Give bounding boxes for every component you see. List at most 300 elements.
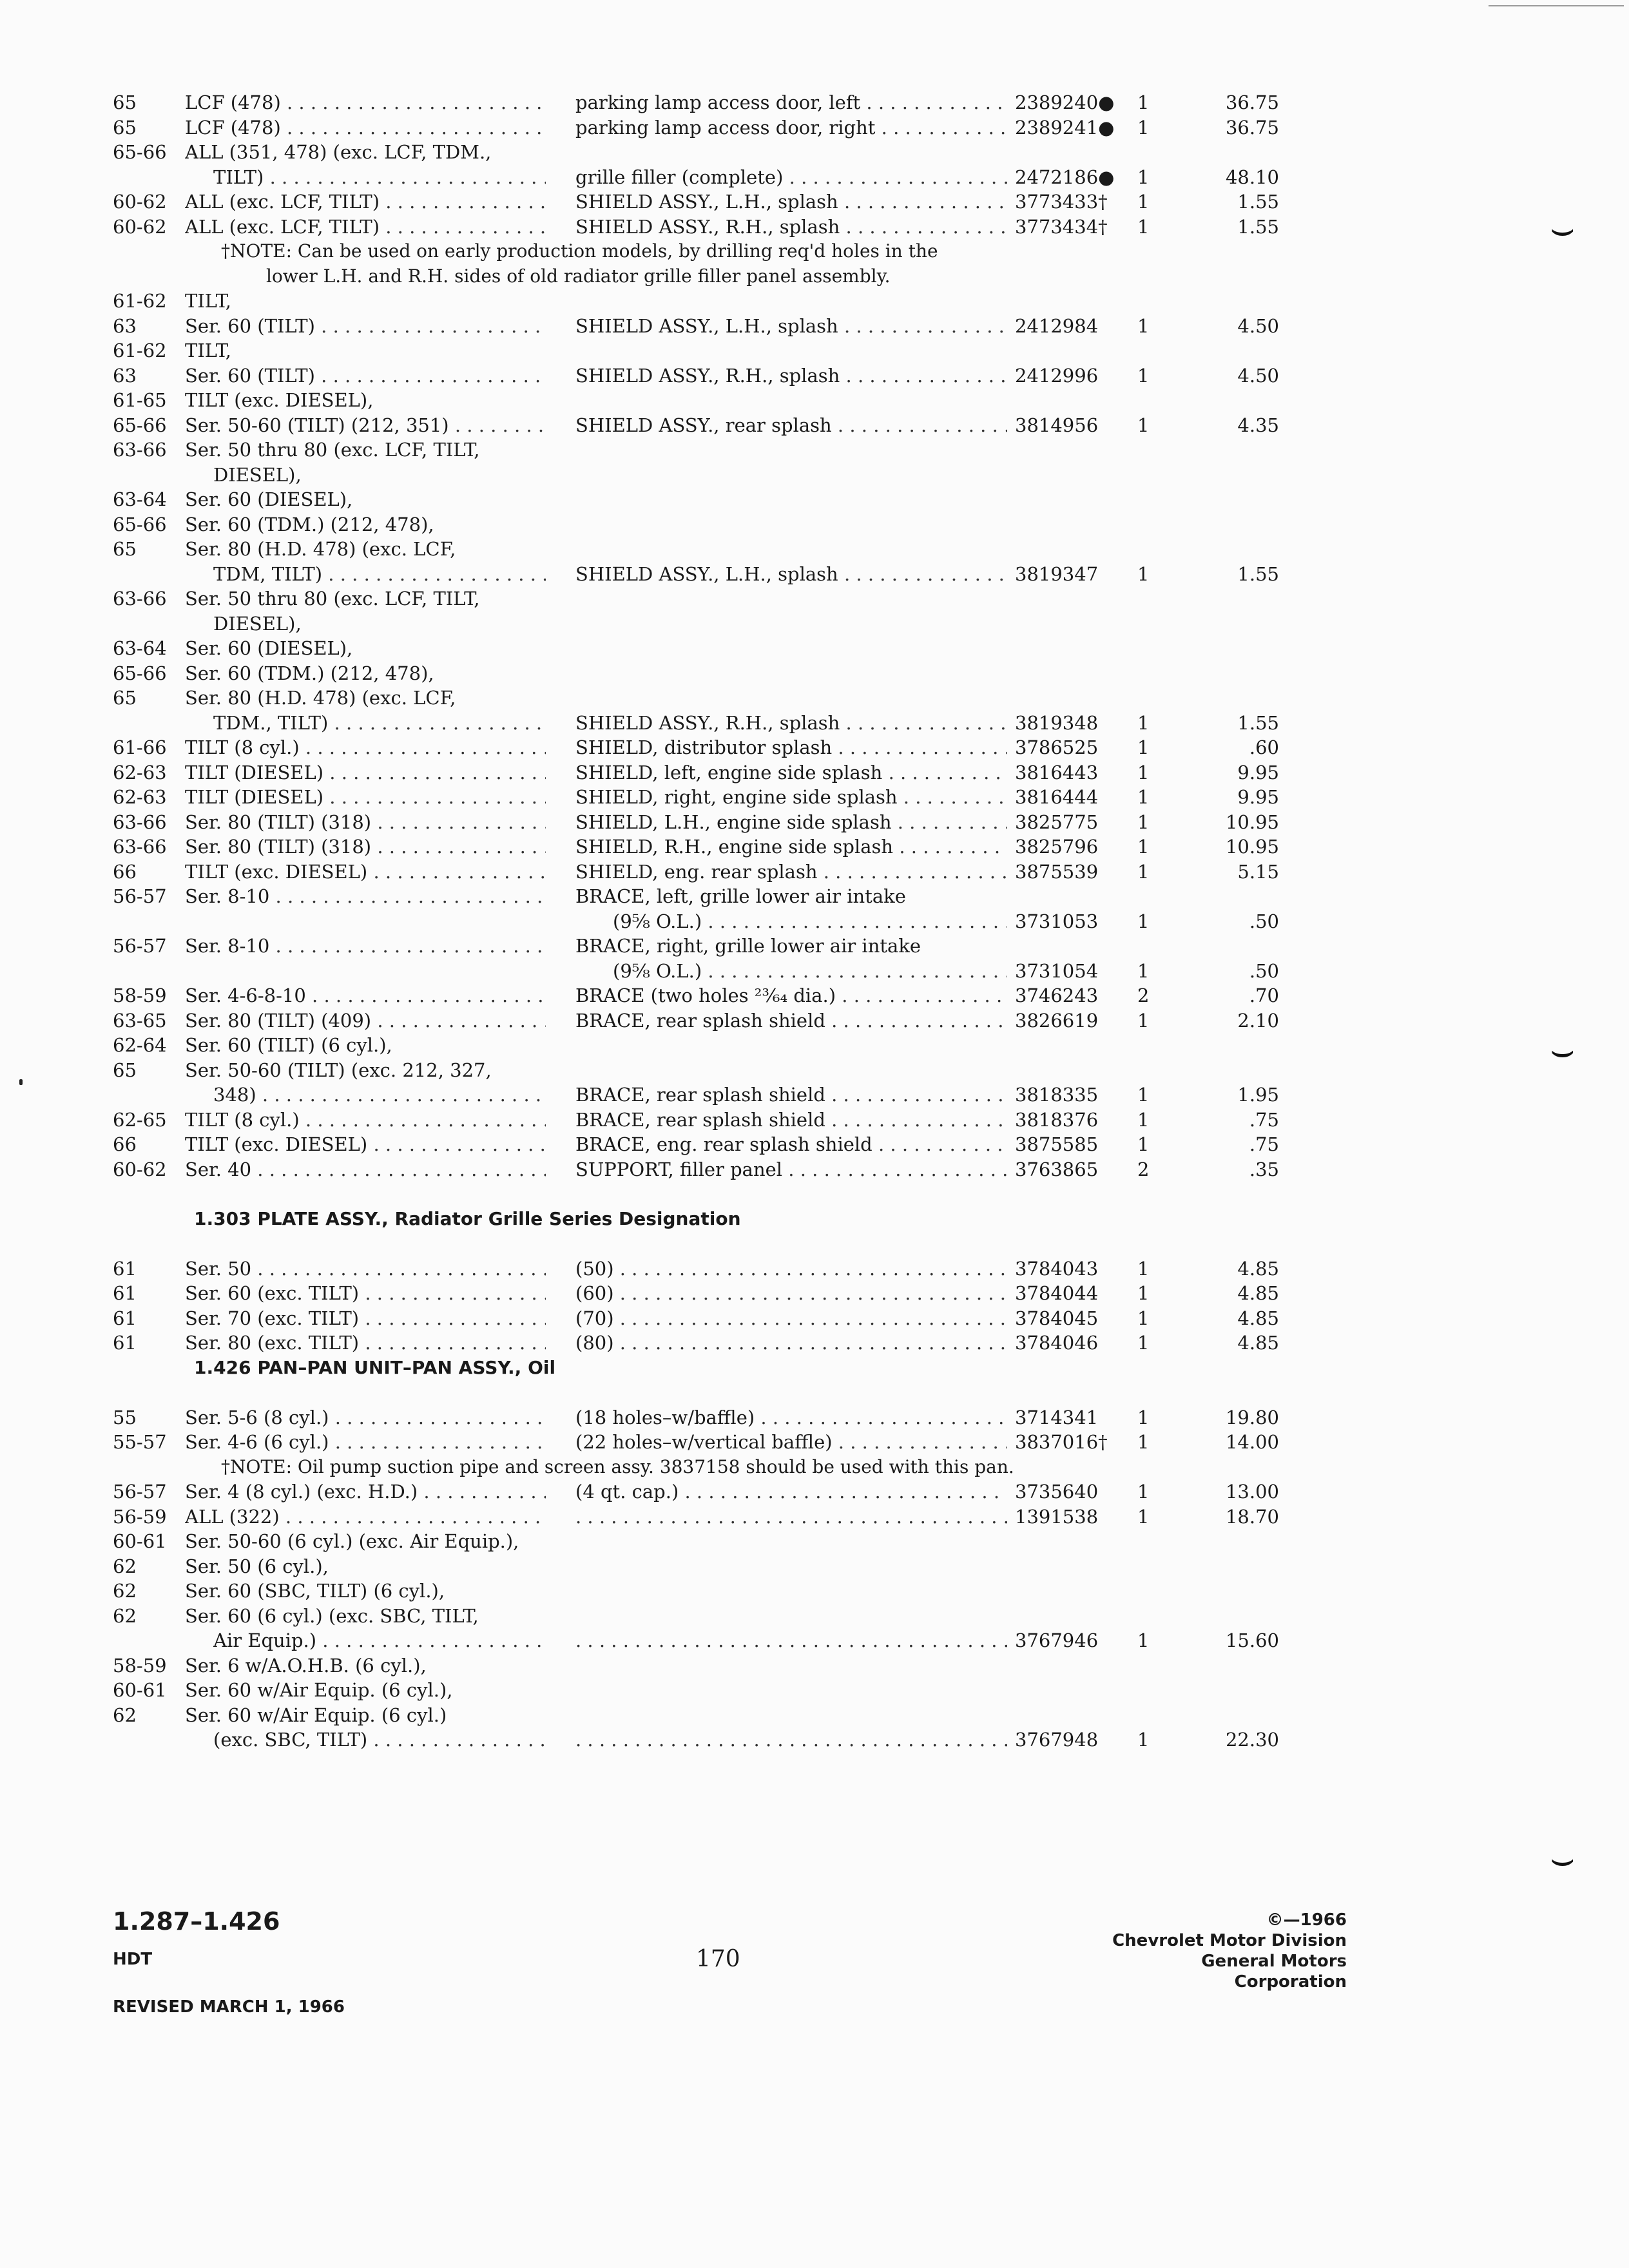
model-year: 61-62 (113, 290, 167, 312)
model-year: 56-57 (113, 885, 167, 907)
model-year: 55 (113, 1406, 137, 1428)
model-year: 65 (113, 687, 137, 709)
model-cell (185, 1579, 546, 1604)
price: 13.00 (1225, 1481, 1279, 1503)
table-row (113, 338, 1286, 363)
table-row (113, 115, 1286, 140)
part-number: 3819347 (1015, 562, 1099, 585)
price: 10.95 (1225, 836, 1279, 858)
part-number: 3784044 (1015, 1282, 1099, 1304)
model-year: 61-66 (113, 736, 167, 758)
description-cell (575, 165, 1007, 190)
quantity: 2 (1137, 985, 1150, 1006)
model-cell (185, 686, 546, 711)
part-number: 2412984 (1015, 314, 1099, 337)
table-row (113, 562, 1286, 587)
part-number: 3714341 (1015, 1406, 1099, 1428)
description-text: BRACE, eng. rear splash shield (575, 1133, 872, 1155)
model-cell (185, 1529, 546, 1554)
part-number: 3816444 (1015, 786, 1099, 808)
part-number: 3773433† (1015, 191, 1108, 213)
model-text: Ser. 50 thru 80 (exc. LCF, TILT, (185, 588, 480, 610)
table-row (113, 1058, 1286, 1083)
price: .75 (1249, 1108, 1279, 1131)
price: 18.70 (1225, 1505, 1279, 1528)
part-number: 3784045 (1015, 1307, 1099, 1329)
model-cell (185, 1157, 546, 1182)
model-year: 62 (113, 1704, 137, 1726)
model-year: 65-66 (113, 513, 167, 535)
quantity: 1 (1137, 1431, 1150, 1453)
description-cell (613, 909, 1007, 934)
table-row (113, 1727, 1286, 1753)
table-row (113, 363, 1286, 389)
description-cell (575, 1727, 1007, 1753)
price: 1.55 (1237, 215, 1279, 238)
table-row (113, 1281, 1286, 1306)
table-row (113, 636, 1286, 661)
price: 9.95 (1237, 786, 1279, 808)
model-year: 63-66 (113, 811, 167, 833)
table-row (113, 1430, 1286, 1455)
part-number: 3819348 (1015, 711, 1099, 734)
model-text: Ser. 60 (DIESEL), (185, 637, 353, 659)
price: .75 (1249, 1133, 1279, 1155)
description-cell (575, 1008, 1007, 1033)
model-cell (185, 537, 546, 562)
part-number: 2412996 (1015, 364, 1099, 387)
description-cell (575, 735, 1007, 760)
price: .60 (1249, 736, 1279, 758)
description-text: SHIELD, left, engine side splash (575, 761, 883, 783)
price: 22.30 (1225, 1729, 1279, 1751)
description-text: BRACE, left, grille lower air intake (575, 885, 906, 907)
model-cell (213, 463, 546, 488)
model-cell (185, 1678, 546, 1703)
note-text: †NOTE: Can be used on early production models, by drilling req'd holes in the (221, 240, 938, 262)
table-row (113, 1306, 1286, 1331)
part-number: 3814956 (1015, 414, 1099, 436)
price: 4.85 (1237, 1257, 1279, 1280)
model-year: 56-57 (113, 935, 167, 957)
model-year: 61-65 (113, 389, 167, 411)
price: 4.85 (1237, 1307, 1279, 1329)
description-text: (9⅝ O.L.) (613, 959, 702, 982)
quantity: 1 (1137, 215, 1150, 238)
description-text: BRACE, rear splash shield (575, 1009, 825, 1032)
part-number: 1391538 (1015, 1505, 1099, 1528)
quantity: 1 (1137, 1332, 1150, 1354)
description-text: BRACE (two holes ²³⁄₆₄ dia.) (575, 985, 836, 1006)
description-cell (575, 314, 1007, 339)
description-cell (575, 1108, 1007, 1133)
description-cell (575, 1430, 1007, 1455)
table-row (113, 189, 1286, 215)
description-cell (575, 1281, 1007, 1306)
description-cell (575, 1331, 1007, 1356)
table-row (113, 760, 1286, 785)
model-cell (185, 363, 546, 389)
description-text: parking lamp access door, right (575, 116, 876, 139)
model-text: Ser. 50 thru 80 (exc. LCF, TILT, (185, 439, 480, 461)
spacer (113, 1182, 1286, 1207)
description-text: SHIELD ASSY., L.H., splash (575, 191, 838, 213)
model-text: Ser. 80 (H.D. 478) (exc. LCF, (185, 687, 456, 709)
description-cell (575, 1479, 1007, 1504)
description-cell (575, 760, 1007, 785)
model-year: 63-64 (113, 637, 167, 659)
table-row (113, 1604, 1286, 1629)
model-year: 66 (113, 860, 137, 883)
model-year: 62-63 (113, 761, 167, 783)
model-cell (185, 661, 546, 686)
quantity: 1 (1137, 1629, 1150, 1651)
quantity: 1 (1137, 191, 1150, 213)
model-year: 55-57 (113, 1431, 167, 1453)
table-row (113, 289, 1286, 314)
description-text: SHIELD ASSY., R.H., splash (575, 711, 840, 734)
model-year: 61 (113, 1282, 137, 1304)
quantity: 1 (1137, 1282, 1150, 1304)
quantity: 1 (1137, 116, 1150, 139)
quantity: 1 (1137, 761, 1150, 783)
price: 9.95 (1237, 761, 1279, 783)
part-number: 3875585 (1015, 1133, 1099, 1155)
price: 15.60 (1225, 1629, 1279, 1651)
part-number: 2389241● (1015, 116, 1115, 139)
table-row (113, 1554, 1286, 1579)
table-row (113, 1504, 1286, 1530)
model-cell (185, 487, 546, 512)
part-number: 3735640 (1015, 1481, 1099, 1503)
table-row (113, 1082, 1286, 1108)
model-cell (185, 1554, 546, 1579)
model-text: Ser. 50-60 (6 cyl.) (exc. Air Equip.), (185, 1530, 519, 1552)
model-text: Ser. 60 (TILT) (6 cyl.), (185, 1034, 392, 1056)
part-number: 3818376 (1015, 1108, 1099, 1131)
model-text: Ser. 4 (8 cyl.) (exc. H.D.) (185, 1481, 418, 1503)
description-cell (575, 90, 1007, 115)
model-text: 348) (213, 1084, 256, 1106)
model-text: DIESEL), (213, 463, 302, 486)
model-text: TILT (DIESEL) (185, 786, 324, 808)
note-text: lower L.H. and R.H. sides of old radiator grille filler panel assembly. (266, 265, 891, 287)
model-text: TILT, (185, 340, 231, 361)
model-cell (185, 1256, 546, 1282)
model-year: 62-64 (113, 1034, 167, 1056)
table-row (113, 1703, 1286, 1728)
model-year: 65 (113, 1059, 137, 1081)
table-row (113, 586, 1286, 611)
model-text: Ser. 4-6-8-10 (185, 985, 306, 1006)
table-row (113, 983, 1286, 1008)
table-row (113, 735, 1286, 760)
part-number: 3875539 (1015, 860, 1099, 883)
description-text: grille filler (complete) (575, 166, 784, 188)
description-text: parking lamp access door, left (575, 91, 861, 113)
part-number: 3767948 (1015, 1729, 1099, 1751)
table-row (113, 1008, 1286, 1033)
model-text: (exc. SBC, TILT) (213, 1729, 368, 1751)
part-number: 3837016† (1015, 1431, 1108, 1453)
model-year: 65 (113, 91, 137, 113)
model-year: 65-66 (113, 141, 167, 163)
model-cell (185, 1479, 546, 1504)
quantity: 1 (1137, 414, 1150, 436)
model-text: TILT (exc. DIESEL) (185, 860, 368, 883)
model-cell (185, 834, 546, 860)
spacer (113, 1231, 1286, 1256)
model-cell (185, 1281, 546, 1306)
table-row (113, 437, 1286, 463)
section-heading (113, 1356, 1286, 1381)
model-cell (213, 711, 546, 736)
price: 4.35 (1237, 414, 1279, 436)
model-year: 63 (113, 364, 137, 387)
model-year: 63-66 (113, 588, 167, 610)
model-text: LCF (478) (185, 91, 281, 113)
description-cell (575, 1132, 1007, 1157)
table-row (113, 487, 1286, 512)
page-number: 170 (696, 1946, 740, 1972)
part-number: 3773434† (1015, 215, 1108, 238)
part-number: 3826619 (1015, 1009, 1099, 1032)
model-year: 62 (113, 1604, 137, 1627)
model-year: 60-61 (113, 1679, 167, 1701)
section-range: 1.287–1.426 (113, 1907, 280, 1936)
model-cell (185, 90, 546, 115)
description-cell (575, 1628, 1007, 1653)
model-year: 65-66 (113, 662, 167, 684)
model-text: Ser. 60 (DIESEL), (185, 488, 353, 510)
quantity: 2 (1137, 1158, 1150, 1180)
model-cell (185, 1008, 546, 1033)
model-text: Ser. 80 (H.D. 478) (exc. LCF, (185, 538, 456, 560)
quantity: 1 (1137, 836, 1150, 858)
table-row (113, 1479, 1286, 1504)
table-row (113, 1405, 1286, 1430)
model-cell (185, 1430, 546, 1455)
quantity: 1 (1137, 736, 1150, 758)
table-row (113, 1108, 1286, 1133)
model-text: Ser. 60 (TDM.) (212, 478), (185, 513, 434, 535)
table-row (113, 785, 1286, 810)
price: 2.10 (1237, 1009, 1279, 1032)
description-text: BRACE, rear splash shield (575, 1084, 825, 1106)
description-text: (50) (575, 1257, 614, 1280)
model-text: Ser. 6 w/A.O.H.B. (6 cyl.), (185, 1654, 427, 1677)
model-cell (185, 1405, 546, 1430)
description-cell (613, 959, 1007, 984)
part-number: 3825796 (1015, 836, 1099, 858)
description-cell (575, 1504, 1007, 1530)
price: 4.85 (1237, 1332, 1279, 1354)
quantity: 1 (1137, 314, 1150, 337)
note-text: †NOTE: Oil pump suction pipe and screen assy. 3837158 should be used with this pan. (221, 1456, 1014, 1477)
revision-date: REVISED MARCH 1, 1966 (113, 1997, 345, 2017)
quantity: 1 (1137, 166, 1150, 188)
model-text: ALL (322) (185, 1505, 280, 1528)
table-row (113, 463, 1286, 488)
model-text: ALL (exc. LCF, TILT) (185, 191, 380, 213)
model-text: TILT (8 cyl.) (185, 1108, 300, 1131)
table-row (113, 1132, 1286, 1157)
catalog-code: HDT (113, 1950, 153, 1969)
part-number: 3816443 (1015, 761, 1099, 783)
description-cell (575, 1256, 1007, 1282)
description-text: SHIELD, L.H., engine side splash (575, 811, 892, 833)
quantity: 1 (1137, 1009, 1150, 1032)
model-year: 63 (113, 314, 137, 337)
model-cell (185, 884, 546, 909)
model-cell (185, 1033, 546, 1058)
table-row (113, 909, 1286, 934)
section-title: 1.303 PLATE ASSY., Radiator Grille Series Designation (194, 1207, 741, 1229)
quantity: 1 (1137, 860, 1150, 883)
model-year: 61-62 (113, 340, 167, 361)
note-row (113, 239, 1286, 264)
price: 1.55 (1237, 191, 1279, 213)
model-year: 60-61 (113, 1530, 167, 1552)
model-text: Air Equip.) (213, 1629, 317, 1651)
description-cell (575, 860, 1007, 885)
model-cell (185, 1604, 546, 1629)
quantity: 1 (1137, 1729, 1150, 1751)
model-year: 63-66 (113, 836, 167, 858)
quantity: 1 (1137, 711, 1150, 734)
model-year: 61 (113, 1307, 137, 1329)
price: .50 (1249, 910, 1279, 932)
table-row (113, 810, 1286, 835)
model-cell (213, 165, 546, 190)
price: 1.55 (1237, 711, 1279, 734)
model-cell (213, 1628, 546, 1653)
model-cell (185, 512, 546, 537)
model-text: Ser. 60 (SBC, TILT) (6 cyl.), (185, 1580, 445, 1602)
model-text: Ser. 50 (185, 1257, 252, 1280)
description-text: SHIELD ASSY., R.H., splash (575, 215, 840, 238)
model-text: TILT, (185, 290, 231, 312)
quantity: 1 (1137, 1307, 1150, 1329)
model-text: Ser. 50 (6 cyl.), (185, 1555, 329, 1577)
table-row (113, 388, 1286, 413)
part-number: 3825775 (1015, 811, 1099, 833)
model-year: 63-65 (113, 1009, 167, 1032)
model-cell (213, 1727, 546, 1753)
model-year: 60-62 (113, 215, 167, 238)
part-number: 3731054 (1015, 959, 1099, 982)
table-row (113, 1157, 1286, 1182)
model-cell (185, 1504, 546, 1530)
description-cell (575, 810, 1007, 835)
table-row (113, 537, 1286, 562)
quantity: 1 (1137, 91, 1150, 113)
model-year: 62-65 (113, 1108, 167, 1131)
price: 19.80 (1225, 1406, 1279, 1428)
punch-hole-mark: ⌣ (1550, 206, 1576, 251)
model-cell (185, 388, 546, 413)
model-text: Ser. 60 (TILT) (185, 314, 315, 337)
model-cell (185, 289, 546, 314)
model-cell (185, 437, 546, 463)
part-number: 3786525 (1015, 736, 1099, 758)
table-row (113, 1678, 1286, 1703)
table-row (113, 711, 1286, 736)
description-cell (575, 1306, 1007, 1331)
model-year: 65-66 (113, 414, 167, 436)
description-cell (575, 413, 1007, 438)
model-cell (185, 115, 546, 140)
table-row (113, 413, 1286, 438)
model-text: LCF (478) (185, 116, 281, 139)
price: .70 (1249, 985, 1279, 1006)
model-cell (213, 611, 546, 637)
description-text: (60) (575, 1282, 614, 1304)
table-row (113, 1256, 1286, 1282)
model-cell (185, 735, 546, 760)
model-cell (185, 1306, 546, 1331)
description-text: (18 holes–w/baffle) (575, 1406, 755, 1428)
model-text: Ser. 50-60 (TILT) (exc. 212, 327, (185, 1059, 492, 1081)
part-number: 3784046 (1015, 1332, 1099, 1354)
price: 4.50 (1237, 314, 1279, 337)
model-text: Ser. 60 (TDM.) (212, 478), (185, 662, 434, 684)
price: 14.00 (1225, 1431, 1279, 1453)
section-title: 1.426 PAN–PAN UNIT–PAN ASSY., Oil (194, 1356, 556, 1378)
model-cell (185, 934, 546, 959)
model-text: TILT (DIESEL) (185, 761, 324, 783)
model-text: Ser. 80 (exc. TILT) (185, 1332, 360, 1354)
description-cell (575, 1157, 1007, 1182)
model-cell (185, 215, 546, 240)
table-row (113, 959, 1286, 984)
description-cell (575, 934, 1007, 959)
model-cell (213, 1082, 546, 1108)
model-text: Ser. 80 (TILT) (318) (185, 836, 372, 858)
model-year: 62 (113, 1555, 137, 1577)
description-cell (575, 711, 1007, 736)
quantity: 1 (1137, 1108, 1150, 1131)
model-year: 62-63 (113, 786, 167, 808)
description-cell (575, 1082, 1007, 1108)
corporation-name: General Motors Corporation (1201, 1952, 1347, 1992)
model-year: 56-59 (113, 1505, 167, 1528)
model-text: Ser. 60 (exc. TILT) (185, 1282, 360, 1304)
model-cell (185, 1653, 546, 1678)
model-text: Ser. 80 (TILT) (409) (185, 1009, 372, 1032)
part-number: 3767946 (1015, 1629, 1099, 1651)
margin-speck (19, 1079, 23, 1085)
price: .35 (1249, 1158, 1279, 1180)
quantity: 1 (1137, 1505, 1150, 1528)
model-text: Ser. 60 (TILT) (185, 364, 315, 387)
model-cell (185, 1108, 546, 1133)
quantity: 1 (1137, 1481, 1150, 1503)
model-text: Ser. 8-10 (185, 935, 270, 957)
description-cell (575, 983, 1007, 1008)
description-text: (80) (575, 1332, 614, 1354)
model-text: TDM., TILT) (213, 711, 329, 734)
quantity: 1 (1137, 1084, 1150, 1106)
model-text: ALL (351, 478) (exc. LCF, TDM., (185, 141, 492, 163)
parts-list (113, 90, 1286, 1753)
price: 36.75 (1225, 91, 1279, 113)
description-text: (22 holes–w/vertical baffle) (575, 1431, 833, 1453)
model-text: TILT (exc. DIESEL), (185, 389, 374, 411)
part-number: 3818335 (1015, 1084, 1099, 1106)
description-cell (575, 115, 1007, 140)
model-cell (185, 1703, 546, 1728)
